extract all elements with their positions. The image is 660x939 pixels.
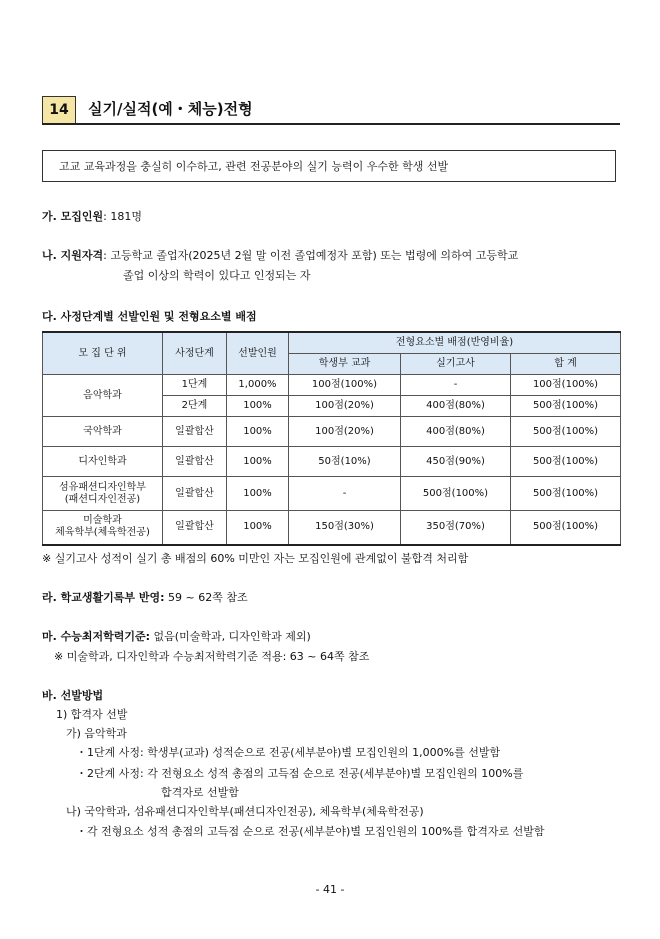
school-cell: 100점(20%): [289, 417, 401, 447]
header-elements: 전형요소별 배점(반영비율): [289, 332, 621, 354]
exam-cell: 400점(80%): [401, 396, 511, 417]
exam-cell: -: [401, 375, 511, 396]
unit-line1: 섬유패션디자인학부: [59, 481, 146, 493]
school-cell: 50점(10%): [289, 447, 401, 477]
count-cell: 100%: [227, 477, 289, 511]
total-cell: 500점(100%): [511, 477, 621, 511]
school-cell: 100점(20%): [289, 396, 401, 417]
header-unit: 모 집 단 위: [43, 332, 163, 375]
count-cell: 100%: [227, 511, 289, 545]
csat-minimum: [42, 627, 311, 646]
unit-line2: (패션디자인전공): [64, 493, 141, 505]
header-total: 합 계: [511, 354, 621, 375]
stage1-bullet: ・1단계 사정: 학생부(교과) 성적순으로 전공(세부분야)별 모집인원의 1,000%를 선발함: [76, 746, 501, 759]
total-cell: 100점(100%): [511, 375, 621, 396]
header-count: 선발인원: [227, 332, 289, 375]
eligibility-line1: : 고등학교 졸업자(2025년 2월 말 이전 졸업예정자 포함) 또는 법령에 의하여 고등학교: [103, 249, 519, 262]
count-cell: 100%: [227, 417, 289, 447]
unit-cell: 디자인학과: [43, 447, 163, 477]
exam-cell: 500점(100%): [401, 477, 511, 511]
page-number: - 41 -: [315, 883, 345, 896]
stage-cell: 일괄합산: [163, 477, 227, 511]
table-row: [43, 417, 621, 447]
other-depts-bullet: ・각 전형요소 성적 총점의 고득점 순으로 전공(세부분야)별 모집인원의 100%를 합격자로 선발함: [76, 825, 545, 838]
count-cell: 100%: [227, 447, 289, 477]
selection-method-heading: 바. 선발방법: [42, 689, 104, 702]
unit-cell: [43, 477, 163, 511]
total-cell: 500점(100%): [511, 396, 621, 417]
eligibility-line2: 졸업 이상의 학력이 있다고 인정되는 자: [123, 269, 311, 282]
stage-cell: 일괄합산: [163, 417, 227, 447]
school-cell: 150점(30%): [289, 511, 401, 545]
stage-cell: 1단계: [163, 375, 227, 396]
header-exam: 실기고사: [401, 354, 511, 375]
section-title: 실기/실적(예・체능)전형: [88, 100, 253, 118]
table-row: [43, 447, 621, 477]
music-subheading: 가) 음악학과: [66, 727, 127, 740]
total-cell: 500점(100%): [511, 511, 621, 545]
other-depts-subheading: 나) 국악학과, 섬유패션디자인학부(패션디자인전공), 체육학부(체육학전공): [66, 805, 424, 818]
count-cell: 1,000%: [227, 375, 289, 396]
unit-cell: 음악학과: [43, 375, 163, 417]
stage2-bullet-line2: 합격자로 선발함: [161, 786, 239, 799]
exam-cell: 350점(70%): [401, 511, 511, 545]
stage2-bullet-line1: ・2단계 사정: 각 전형요소 성적 총점의 고득점 순으로 전공(세부분야)별 모집인원의 100%를: [76, 767, 524, 780]
recruit-count-label: 가. 모집인원: [42, 210, 104, 223]
school-cell: -: [289, 477, 401, 511]
recruit-count: [42, 207, 142, 226]
stage-cell: 일괄합산: [163, 511, 227, 545]
school-record: [42, 588, 248, 607]
section-number: 14: [42, 96, 76, 124]
stage-cell: 일괄합산: [163, 447, 227, 477]
csat-minimum-text: 없음(미술학과, 디자인학과 제외): [150, 630, 311, 643]
exam-cell: 400점(80%): [401, 417, 511, 447]
table-heading: 다. 사정단계별 선발인원 및 전형요소별 배점: [42, 310, 257, 323]
intro-box: 고교 교육과정을 충실히 이수하고, 관련 전공분야의 실기 능력이 우수한 학생 선발: [42, 150, 616, 182]
unit-cell: [43, 511, 163, 545]
exam-cell: 450점(90%): [401, 447, 511, 477]
school-record-label: 라. 학교생활기록부 반영:: [42, 591, 165, 604]
csat-minimum-label: 마. 수능최저학력기준:: [42, 630, 151, 643]
table-row: [43, 477, 621, 511]
table-row: [43, 511, 621, 545]
header-school: 학생부 교과: [289, 354, 401, 375]
table-row: [43, 375, 621, 396]
count-cell: 100%: [227, 396, 289, 417]
eligibility-label: 나. 지원자격: [42, 249, 104, 262]
unit-line2: 체육학부(체육학전공): [55, 527, 150, 539]
table-note: ※ 실기고사 성적이 실기 총 배점의 60% 미만인 자는 모집인원에 관계없이 불합격 처리함: [42, 552, 469, 565]
header-stage: 사정단계: [163, 332, 227, 375]
unit-line1: 미술학과: [83, 515, 122, 527]
unit-cell: 국악학과: [43, 417, 163, 447]
csat-minimum-note: ※ 미술학과, 디자인학과 수능최저학력기준 적용: 63 ~ 64쪽 참조: [54, 650, 370, 663]
eligibility: [42, 246, 518, 265]
stage-cell: 2단계: [163, 396, 227, 417]
selection-table: [42, 331, 621, 546]
total-cell: 500점(100%): [511, 417, 621, 447]
section-header: [42, 96, 620, 124]
selection-item-1: 1) 합격자 선발: [56, 708, 128, 721]
section-divider: [42, 123, 620, 125]
recruit-count-value: : 181명: [103, 210, 142, 223]
school-cell: 100점(100%): [289, 375, 401, 396]
total-cell: 500점(100%): [511, 447, 621, 477]
school-record-text: 59 ~ 62쪽 참조: [164, 591, 248, 604]
